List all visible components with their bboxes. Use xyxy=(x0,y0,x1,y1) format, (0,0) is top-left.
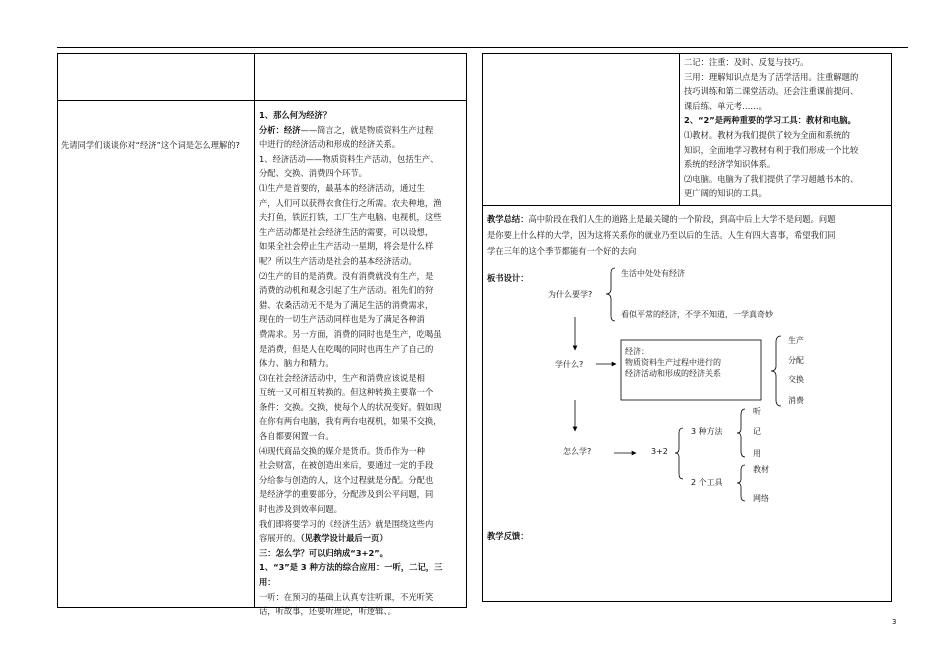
answer-line: 消费的动机和观念引起了生产活动。祖先们的狩 xyxy=(259,285,434,296)
method-line: 课后练、单元考……。 xyxy=(684,100,767,111)
tools-brace xyxy=(737,465,745,501)
diagram-why-learn: 为什么要学? xyxy=(548,290,593,299)
method-line: 更广阔的知识的工具。 xyxy=(684,188,767,199)
answer-line: 一听：在预习的基础上认真专注听课，不光听笑 xyxy=(259,591,434,602)
method-line: 二记：注重：及时、反复与技巧。 xyxy=(684,57,809,67)
header-rule xyxy=(57,47,908,48)
answer-line: ⑶在社会经济活动中，生产和消费应该说是相 xyxy=(259,372,425,383)
method-remember: 记 xyxy=(753,427,761,436)
answer-line: ⑷现代商品交换的媒介是货币。货币作为一种 xyxy=(259,445,425,456)
tools-label: 2 个工具 xyxy=(691,478,723,487)
answer-line: 话，听故事，还要听理论，听逻辑、。 xyxy=(259,606,396,617)
answer-column xyxy=(259,108,465,619)
method-line: ⑴教材。教材为我们提供了较为全面和系统的 xyxy=(684,129,850,140)
method-line: 知识，全面地学习教材有利于我们形成一个比较 xyxy=(684,144,859,155)
diagram-why-b: 看似平常的经济，不学不知道，一学真奇妙 xyxy=(621,310,773,319)
methods-brace xyxy=(737,409,745,457)
diagram-how-learn: 怎么学? xyxy=(563,447,592,456)
answer-line: 体力、脑力和精力。 xyxy=(259,358,334,369)
method-listen: 听 xyxy=(753,407,761,416)
answer-line: 现在的一切生产活动同样也是为了满足各种消 xyxy=(259,314,425,325)
board-diagram xyxy=(483,54,893,603)
box-line-2: 物质资料生产过程中进行的 xyxy=(625,358,721,367)
stages-brace xyxy=(771,336,781,406)
stage-distribution: 分配 xyxy=(788,356,804,365)
stage-production: 生产 xyxy=(788,336,804,345)
method-line: 2、“2”是两种重要的学习工具：教材和电脑。 xyxy=(684,115,856,126)
teacher-question xyxy=(61,138,251,153)
answer-line: 条件：交换。交换，使每个人的状况变好。假如现 xyxy=(259,401,442,412)
answer-line: 1、“3”是 3 种方法的综合应用：一听，二记，三 xyxy=(259,562,443,573)
summary-line-1: 高中阶段在我们人生的道路上是最关键的一个阶段，到高中后上大学不是问题。问题 xyxy=(528,214,836,224)
page-number: 3 xyxy=(892,618,897,626)
answer-line: 夫打鱼，铁匠打铁，工厂生产电脑、电视机，这些 xyxy=(259,212,442,223)
answer-line: 呢？所以生产活动是社会的基本经济活动。 xyxy=(259,255,417,266)
method-apply: 用 xyxy=(753,449,761,458)
diagram-3plus2: 3+2 xyxy=(651,447,668,456)
stage-exchange: 交换 xyxy=(788,375,804,384)
question-text: 先请同学们谈谈你对“经济”这个词是怎么理解的? xyxy=(61,140,240,150)
diagram-why-a: 生活中处处有经济 xyxy=(621,269,685,278)
answer-line: 用： xyxy=(259,577,276,587)
summary-line-3: 学在三年的这个季节都能有一个好的去向 xyxy=(487,246,637,256)
answer-line: 中进行的经济活动和形成的经济关系。 xyxy=(259,139,401,150)
answer-line: 分配、交换、消费四个环节。 xyxy=(259,168,367,179)
answer-line: ⑵生产的目的是消费。没有消费就没有生产，是 xyxy=(259,270,434,281)
answer-line: 产，人们可以获得衣食住行之所需。农夫种地，渔 xyxy=(259,197,442,208)
answer-line: 1、经济活动——物质资料生产活动，包括生产、 xyxy=(259,153,439,164)
method-line: 技巧训练和第二课堂活动。还会注重课前提问、 xyxy=(684,86,859,97)
answer-line: 各自都要闲置一台。 xyxy=(259,431,334,442)
method-line: ⑵电脑。电脑为了我们提供了学习超越书本的、 xyxy=(684,173,859,184)
answer-line: 社会财富，在被创造出来后，要通过一定的手段 xyxy=(259,460,434,471)
plus-brace xyxy=(675,428,683,479)
summary-line-2: 是你要上什么样的大学，因为这将关系你的就业乃至以后的生活。人生有四大喜事，希望我们同 xyxy=(487,230,836,240)
answer-line: 如果全社会停止生产活动一星期，将会是什么样 xyxy=(259,241,434,252)
answer-line: 分析：经济——简言之，就是物质资料生产过程 xyxy=(259,124,434,135)
answer-line: 三：怎么学？可以归纳成“3+2”。 xyxy=(259,547,388,558)
left-lesson-table xyxy=(57,53,467,617)
why-learn-brace xyxy=(606,268,615,321)
tool-network: 网络 xyxy=(753,494,769,503)
left-row-divider xyxy=(58,100,466,101)
summary-label: 教学总结： xyxy=(487,214,529,224)
box-line-1: 经济： xyxy=(625,347,649,356)
teaching-feedback-label: 教学反馈： xyxy=(487,531,529,541)
answer-line: ⑴生产是首要的，最基本的经济活动，通过生 xyxy=(259,182,425,193)
method-line: 三用：理解知识点是为了活学活用。注重解题的 xyxy=(684,71,859,82)
method-line: 系统的经济学知识体系。 xyxy=(684,159,776,170)
stage-consumption: 消费 xyxy=(788,396,804,405)
answer-line: 是经济学的重要部分，分配涉及到公平问题，同 xyxy=(259,489,434,500)
diagram-what-learn: 学什么? xyxy=(555,360,584,369)
methods-label: 3 种方法 xyxy=(691,427,723,436)
box-line-3: 经济活动和形成的经济关系 xyxy=(625,369,721,378)
answer-line: 费需求。另一方面，消费的同时也是生产，吃喝虽 xyxy=(259,328,442,339)
answer-line: 是消费，但是人在吃喝的同时也再生产了自己的 xyxy=(259,343,434,354)
tool-textbook: 教材 xyxy=(753,465,769,474)
answer-line: 容展开的。（见教学设计最后一页） xyxy=(259,533,388,544)
answer-line: 分给参与创造的人，这个过程就是分配。分配也 xyxy=(259,474,434,485)
right-lesson-table xyxy=(482,53,892,602)
answer-line: 互统一又可相互转换的。但这种转换主要靠一个 xyxy=(259,387,434,398)
answer-line: 我们即将要学习的《经济生活》就是围绕这些内 xyxy=(259,518,434,529)
answer-line: 1、那么何为经济？ xyxy=(259,110,332,120)
left-col-divider xyxy=(254,54,255,607)
answer-line: 生产活动都是社会经济生活的需要，可以设想， xyxy=(259,226,434,237)
answer-line: 猎、农桑活动无不是为了满足生活的消费需求， xyxy=(259,299,434,310)
board-design-label: 板书设计： xyxy=(487,273,529,283)
answer-line: 时也涉及到效率问题。 xyxy=(259,504,342,515)
answer-line: 在你有两台电脑，我有两台电视机，如果不交换， xyxy=(259,416,442,427)
